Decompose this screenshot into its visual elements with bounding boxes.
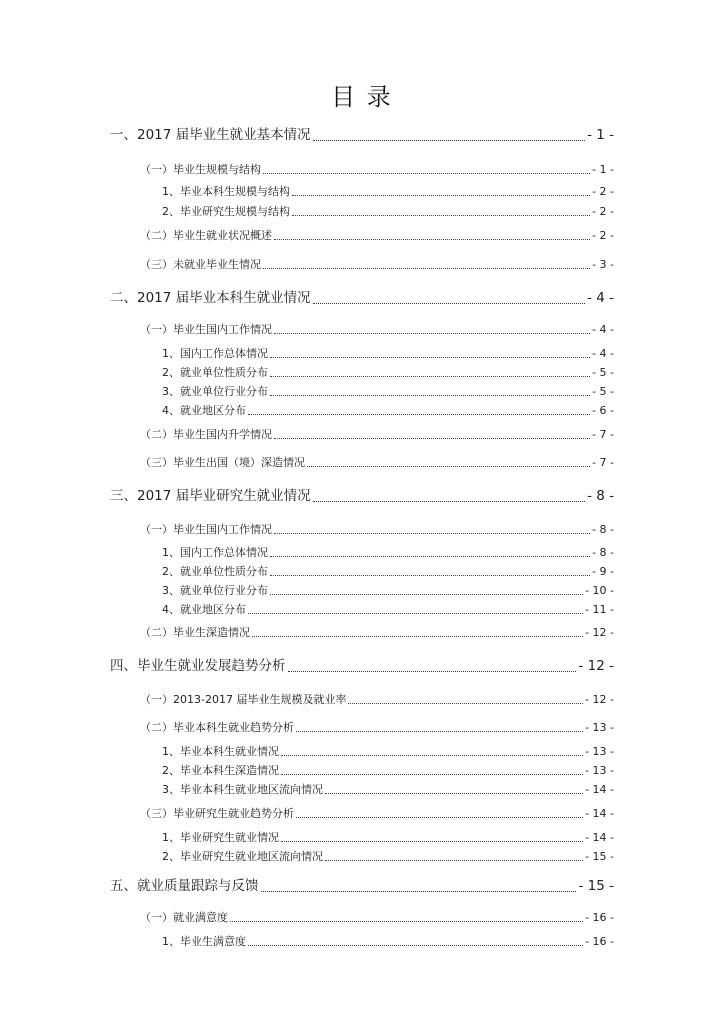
toc-chapter: [110, 487, 614, 505]
dot-leader: [270, 394, 590, 396]
toc-page-number: - 14 -: [585, 807, 614, 820]
dot-leader: [274, 532, 590, 534]
dot-leader: [281, 773, 583, 775]
dot-leader: [248, 413, 590, 415]
toc-entry-title: （一）毕业生国内工作情况: [140, 523, 272, 536]
toc-section: [140, 693, 614, 707]
toc-entry-title: 1、毕业生满意度: [162, 935, 246, 948]
toc-subsection: [162, 603, 614, 617]
toc-page-number: - 8 -: [587, 488, 614, 504]
dot-leader: [288, 670, 577, 672]
toc-entry-title: （三）毕业研究生就业趋势分析: [140, 807, 294, 820]
dot-leader: [270, 555, 590, 557]
dot-leader: [270, 356, 590, 358]
toc-subsection: [162, 404, 614, 418]
dot-leader: [313, 139, 585, 141]
toc-page-number: - 6 -: [592, 404, 614, 417]
toc-chapter: [110, 289, 614, 307]
toc-subsection: [162, 565, 614, 579]
toc-section: [140, 163, 614, 177]
dot-leader: [252, 635, 583, 637]
toc-entry-title: 3、就业单位行业分布: [162, 385, 268, 398]
dot-leader: [307, 465, 590, 467]
toc-subsection: [162, 185, 614, 199]
toc-entry-title: 1、国内工作总体情况: [162, 546, 268, 559]
toc-page-number: - 5 -: [592, 366, 614, 379]
toc-entry-title: 2、毕业研究生规模与结构: [162, 205, 290, 218]
dot-leader: [313, 302, 585, 304]
toc-entry-title: （三）毕业生出国（境）深造情况: [140, 456, 305, 469]
toc-section: [140, 323, 614, 337]
toc-entry-title: 五、就业质量跟踪与反馈: [110, 878, 259, 894]
toc-section: [140, 721, 614, 735]
page-title: 目 录: [331, 83, 393, 111]
dot-leader: [281, 840, 583, 842]
toc-section: [140, 456, 614, 470]
dot-leader: [270, 375, 590, 377]
toc-page-number: - 14 -: [585, 783, 614, 796]
toc-subsection: [162, 764, 614, 778]
toc-page-number: - 8 -: [592, 523, 614, 536]
toc-entry-title: （一）2013-2017 届毕业生规模及就业率: [140, 693, 347, 706]
toc-subsection: [162, 205, 614, 219]
toc-page-number: - 2 -: [592, 229, 614, 242]
toc-page-number: - 11 -: [585, 603, 614, 616]
toc-entry-title: （二）毕业生深造情况: [140, 626, 250, 639]
toc-page-number: - 16 -: [585, 911, 614, 924]
dot-leader: [325, 792, 583, 794]
toc-subsection: [162, 546, 614, 560]
toc-entry-title: （一）毕业生规模与结构: [140, 163, 261, 176]
toc-page-number: - 15 -: [578, 878, 614, 894]
toc-section: [140, 229, 614, 243]
toc-subsection: [162, 783, 614, 797]
toc-entry-title: 一、2017 届毕业生就业基本情况: [110, 127, 311, 143]
toc-page-number: - 5 -: [592, 385, 614, 398]
toc-page-number: - 2 -: [592, 185, 614, 198]
toc-page-number: - 10 -: [585, 584, 614, 597]
toc-subsection: [162, 584, 614, 598]
toc-page-number: - 4 -: [592, 323, 614, 336]
dot-leader: [281, 754, 583, 756]
dot-leader: [274, 437, 590, 439]
toc-entry-title: 2、毕业研究生就业地区流向情况: [162, 850, 323, 863]
toc-section: [140, 523, 614, 537]
toc-entry-title: 2、毕业本科生深造情况: [162, 764, 279, 777]
toc-entry-title: 1、毕业本科生规模与结构: [162, 185, 290, 198]
toc-section: [140, 428, 614, 442]
dot-leader: [263, 172, 590, 174]
toc-subsection: [162, 366, 614, 380]
toc-page-number: - 2 -: [592, 205, 614, 218]
toc-page-number: - 13 -: [585, 764, 614, 777]
dot-leader: [325, 859, 583, 861]
toc-page-number: - 12 -: [585, 693, 614, 706]
dot-leader: [292, 214, 590, 216]
toc-entry-title: 三、2017 届毕业研究生就业情况: [110, 488, 311, 504]
toc-entry-title: 四、毕业生就业发展趋势分析: [110, 658, 286, 674]
toc-page-number: - 9 -: [592, 565, 614, 578]
toc-entry-title: （二）毕业生就业状况概述: [140, 229, 272, 242]
toc-section: [140, 626, 614, 640]
toc-entry-title: 1、毕业研究生就业情况: [162, 831, 279, 844]
toc-page-number: - 14 -: [585, 831, 614, 844]
dot-leader: [230, 920, 583, 922]
toc-page-number: - 7 -: [592, 428, 614, 441]
toc-page-number: - 1 -: [592, 163, 614, 176]
toc-page-number: - 7 -: [592, 456, 614, 469]
toc-entry-title: 3、就业单位行业分布: [162, 584, 268, 597]
toc-chapter: [110, 126, 614, 144]
toc-page-number: - 13 -: [585, 745, 614, 758]
toc-entry-title: 2、就业单位性质分布: [162, 565, 268, 578]
toc-subsection: [162, 347, 614, 361]
toc-entry-title: 1、毕业本科生就业情况: [162, 745, 279, 758]
toc-subsection: [162, 385, 614, 399]
toc-section: [140, 807, 614, 821]
toc-page-number: - 16 -: [585, 935, 614, 948]
dot-leader: [270, 574, 590, 576]
toc-entry-title: （二）毕业本科生就业趋势分析: [140, 721, 294, 734]
toc-page-number: - 1 -: [587, 127, 614, 143]
toc-entry-title: 二、2017 届毕业本科生就业情况: [110, 290, 311, 306]
toc-page-number: - 15 -: [585, 850, 614, 863]
toc-entry-title: （一）毕业生国内工作情况: [140, 323, 272, 336]
toc-entry-title: 1、国内工作总体情况: [162, 347, 268, 360]
dot-leader: [248, 944, 583, 946]
toc-entry-title: （三）未就业毕业生情况: [140, 258, 261, 271]
dot-leader: [292, 194, 590, 196]
toc-subsection: [162, 850, 614, 864]
toc-subsection: [162, 745, 614, 759]
toc-entry-title: （一）就业满意度: [140, 911, 228, 924]
dot-leader: [313, 500, 585, 502]
toc-entry-title: 4、就业地区分布: [162, 404, 246, 417]
dot-leader: [248, 612, 583, 614]
toc-entry-title: 4、就业地区分布: [162, 603, 246, 616]
toc-subsection: [162, 935, 614, 949]
toc-entry-title: 2、就业单位性质分布: [162, 366, 268, 379]
toc-section: [140, 911, 614, 925]
dot-leader: [348, 702, 583, 704]
toc-page-number: - 12 -: [578, 658, 614, 674]
toc-section: [140, 258, 614, 272]
dot-leader: [261, 890, 577, 892]
dot-leader: [270, 593, 583, 595]
toc-page-number: - 4 -: [592, 347, 614, 360]
dot-leader: [296, 730, 583, 732]
dot-leader: [263, 267, 590, 269]
dot-leader: [274, 332, 590, 334]
dot-leader: [296, 816, 583, 818]
toc-entry-title: （二）毕业生国内升学情况: [140, 428, 272, 441]
toc-chapter: [110, 877, 614, 895]
toc-page-number: - 13 -: [585, 721, 614, 734]
toc-page-number: - 3 -: [592, 258, 614, 271]
toc-subsection: [162, 831, 614, 845]
toc-entry-title: 3、毕业本科生就业地区流向情况: [162, 783, 323, 796]
dot-leader: [274, 238, 590, 240]
toc-page-number: - 12 -: [585, 626, 614, 639]
toc-page-number: - 8 -: [592, 546, 614, 559]
toc-page-number: - 4 -: [587, 290, 614, 306]
toc-chapter: [110, 657, 614, 675]
